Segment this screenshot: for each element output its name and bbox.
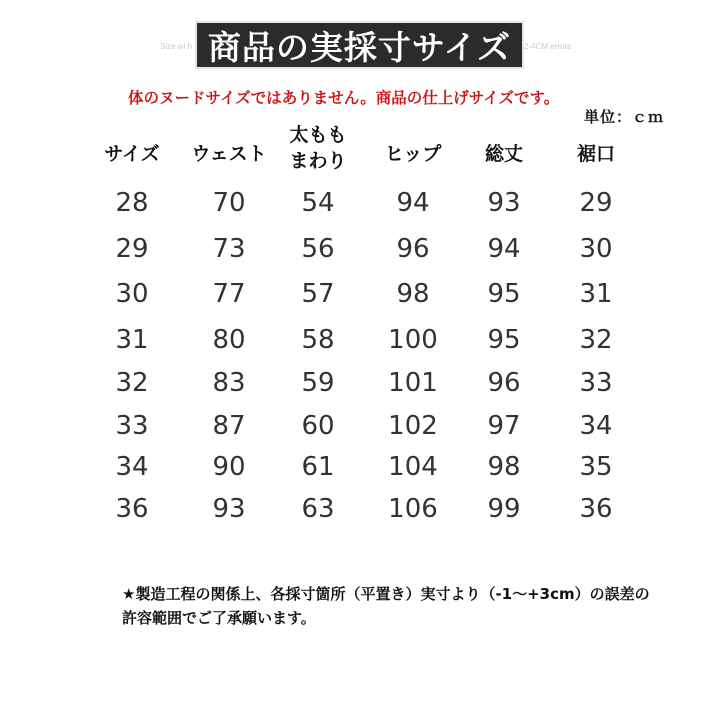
header-hem-line-1: 裾口 [576, 143, 616, 165]
table-cell: 101 [388, 368, 438, 398]
table-cell: 57 [301, 279, 335, 309]
table-cell: 97 [487, 411, 521, 441]
header-thigh [289, 122, 346, 174]
footnote-line-2: 許容範囲でご了承願います。 [122, 609, 316, 627]
table-cell: 70 [212, 188, 246, 218]
table-cell: 63 [301, 494, 335, 524]
table-cell: 30 [115, 279, 149, 309]
title-banner [195, 21, 524, 69]
table-cell: 61 [301, 452, 335, 482]
unit-label: 単位：ｃｍ [584, 108, 665, 126]
table-cell: 58 [301, 325, 335, 355]
table-cell: 33 [579, 368, 613, 398]
header-waist-line-1: ウェスト [191, 143, 267, 165]
table-cell: 73 [212, 234, 246, 264]
table-cell: 29 [115, 234, 149, 264]
table-cell: 100 [388, 325, 438, 355]
table-cell: 33 [115, 411, 149, 441]
table-cell: 93 [487, 188, 521, 218]
table-cell: 93 [212, 494, 246, 524]
table-cell: 36 [579, 494, 613, 524]
table-cell: 98 [396, 279, 430, 309]
table-cell: 95 [487, 325, 521, 355]
header-waist [191, 141, 266, 167]
table-cell: 34 [579, 411, 613, 441]
table-cell: 28 [115, 188, 149, 218]
faint-background-text-right: 2-4CM errors [524, 42, 572, 51]
table-cell: 30 [579, 234, 613, 264]
table-cell: 102 [388, 411, 438, 441]
table-cell: 104 [388, 452, 438, 482]
header-thigh-line-2: まわり [289, 150, 347, 172]
table-cell: 32 [579, 325, 613, 355]
header-hip-line-1: ヒップ [384, 143, 442, 165]
table-cell: 34 [115, 452, 149, 482]
table-cell: 32 [115, 368, 149, 398]
faint-background-text-left: Size wi h [160, 42, 193, 51]
table-cell: 80 [212, 325, 246, 355]
table-cell: 96 [487, 368, 521, 398]
table-cell: 98 [487, 452, 521, 482]
table-cell: 54 [301, 188, 335, 218]
header-hem [577, 141, 615, 167]
table-cell: 83 [212, 368, 246, 398]
footnote [122, 582, 650, 630]
table-cell: 31 [115, 325, 149, 355]
table-cell: 35 [579, 452, 613, 482]
table-cell: 95 [487, 279, 521, 309]
header-hip [385, 141, 441, 167]
table-cell: 94 [487, 234, 521, 264]
table-cell: 29 [579, 188, 613, 218]
table-cell: 59 [301, 368, 335, 398]
table-cell: 56 [301, 234, 335, 264]
table-cell: 96 [396, 234, 430, 264]
size-notice: 体のヌードサイズではありません。商品の仕上げサイズです。 [128, 89, 560, 107]
table-cell: 60 [301, 411, 335, 441]
table-cell: 90 [212, 452, 246, 482]
table-cell: 99 [487, 494, 521, 524]
header-length [485, 141, 523, 167]
table-cell: 36 [115, 494, 149, 524]
header-size [104, 141, 159, 167]
header-size-line-1: サイズ [104, 143, 160, 165]
header-thigh-line-1: 太もも [289, 124, 347, 146]
page-title: 商品の実採寸サイズ [207, 27, 512, 67]
table-cell: 94 [396, 188, 430, 218]
table-cell: 87 [212, 411, 246, 441]
table-cell: 31 [579, 279, 613, 309]
table-cell: 106 [388, 494, 438, 524]
footnote-line-1: ★製造工程の関係上、各採寸箇所（平置き）実寸より（-1～+3cm）の誤差の [122, 585, 650, 603]
header-length-line-1: 総丈 [484, 143, 524, 165]
table-cell: 77 [212, 279, 246, 309]
